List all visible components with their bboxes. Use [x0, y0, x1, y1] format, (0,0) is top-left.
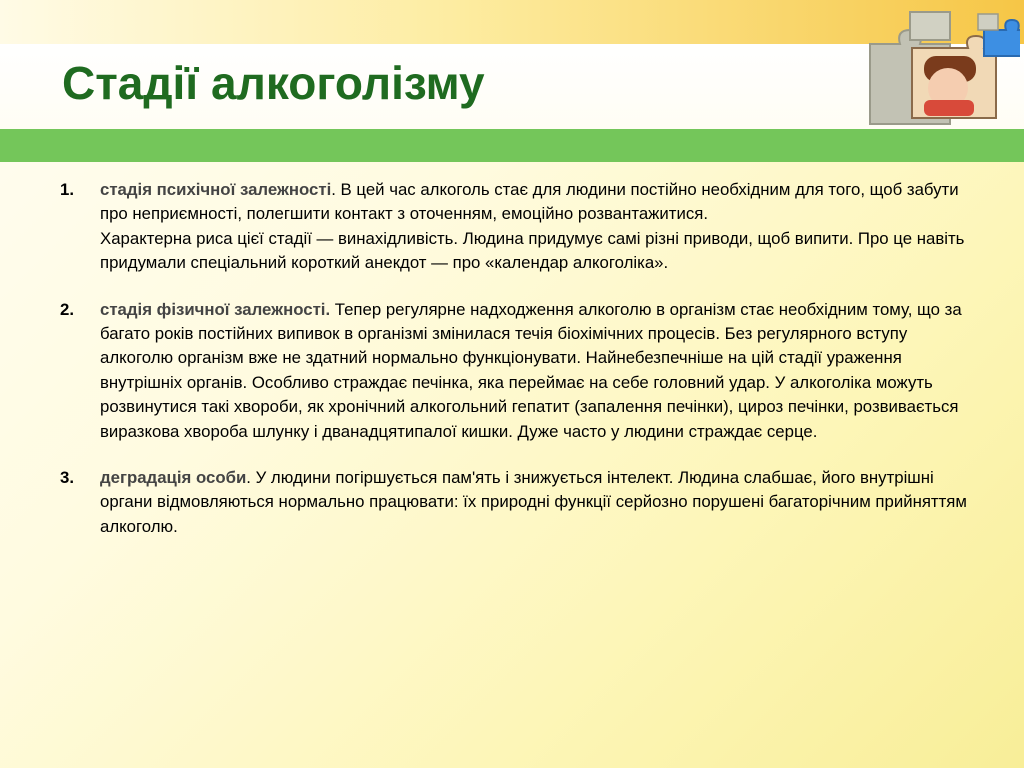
slide-title: Стадії алкоголізму	[62, 57, 485, 109]
puzzle-piece-grey-small	[978, 14, 998, 30]
list-item	[60, 466, 980, 539]
list-number: 1.	[60, 180, 74, 199]
list-item-body	[100, 466, 980, 539]
stage-term: деградація особи	[100, 468, 247, 488]
stage-extra-description: Характерна риса цієї стадії — винахідливість. Людина придумує самі різні приводи, щоб випити. Про це навіть придумали спеціальний короткий анекдот — про «календар алкоголіка».	[100, 228, 965, 273]
stage-description: Тепер регулярне надходження алкоголю в організм стає необхідним тому, що за багато років постійних випивок в організмі змінилася течія біохімічних процесів. Без регулярного вступу алкоголю організм вже не здатний нормально функціонувати. Найнебезпечніше на цій стадії ураження внутрішніх органів. Особливо страждає печінка, яка переймає на себе головний удар. У алкоголіка можуть розвинутися такі хвороби, як хронічний алкогольний гепатит (запалення печінки), цироз печінки, розвивається виразкова хвороба шлунку і дванадцятипалої кишки. Дуже часто у людини страждає серце.	[100, 299, 962, 441]
stage-term: стадія фізичної залежності.	[100, 299, 331, 319]
list-number: 3.	[60, 468, 74, 488]
list-item-body	[100, 178, 980, 276]
list-number: 2.	[60, 299, 74, 319]
list-item	[60, 298, 980, 444]
stage-description: . У людини погіршується пам'ять і знижується інтелект. Людина слабшає, його внутрішні органи відмовляються нормально працювати: їх природні функції серйозно порушені багаторічним прийняттям алкоголю.	[100, 468, 967, 536]
stage-term: стадія психічної залежності	[100, 180, 332, 199]
stage-description: . В цей час алкоголь стає для людини постійно необхідним для того, щоб забути про неприємності, полегшити контакт з оточенням, емоційно розвантажитися.	[100, 180, 959, 224]
slide-content	[60, 178, 980, 539]
puzzle-image	[860, 4, 1020, 130]
child-shirt	[924, 100, 974, 116]
green-divider-bar	[0, 129, 1024, 162]
puzzle-piece-top	[910, 12, 950, 40]
list-item-body	[100, 298, 980, 444]
list-item	[60, 178, 980, 276]
